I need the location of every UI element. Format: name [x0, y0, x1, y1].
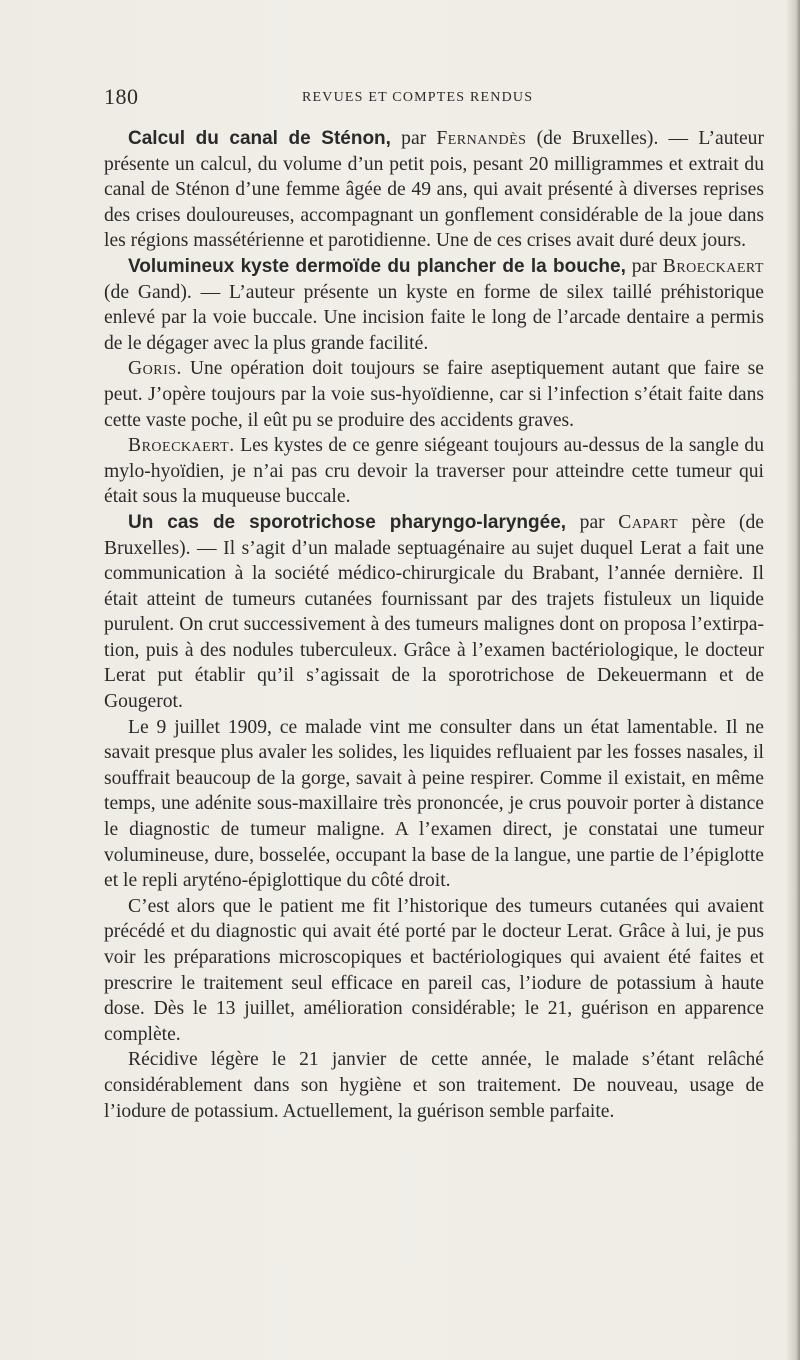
paragraph-kyste-dermoide — [104, 254, 764, 356]
author-name: Fernandès — [436, 128, 527, 149]
page-number: 180 — [104, 84, 139, 109]
author-name: Capart — [618, 511, 679, 533]
paragraph-juillet-1909: Le 9 juillet 1909, ce malade vint me consulter dans un état lamentable. Il ne savait presque plus avaler les solides, les liquides refluaient par les fosses nasales, il souffrait beaucoup de la gorge, savait à peine respirer. Comme il existait, en même temps, une adénite sous-maxillaire très prononcée, je crus pouvoir porter à distance le diagnostic de tumeur maligne. A l’examen direct, je constatai une tumeur volumineuse, dure, bosselée, occupant la base de la langue, une partie de l’épiglotte et le repli aryténo-épiglottique du côté droit. — [104, 716, 764, 892]
paragraph-text: Les kystes de ce genre siégeant toujours au-dessus de la sangle du mylo-hyoïdien, je n’ai pas cru devoir la traverser pour atteindre cette tumeur qui était sous la muqueuse buccale. — [104, 435, 764, 508]
paragraph-historique: C’est alors que le patient me fit l’historique des tumeurs cutanées qui avaient précédé et du diagnostic qui avait été porté par le docteur Lerat. Grâce à lui, je pus voir les préparations microscopiques et bactériologiques qui avaient été faites et prescrire le traitement seul efficace en pareil cas, l’iodure de potassium à haute dose. Dès le 13 juillet, amélioration considérable; le 21, guérison en apparence complète. — [104, 895, 764, 1045]
page-edge-shadow — [786, 0, 800, 1360]
by-word: par — [625, 255, 663, 277]
paragraph-broeckaert — [104, 433, 764, 510]
article-body — [104, 126, 764, 1124]
by-word: par — [390, 128, 437, 149]
by-word: par — [566, 511, 619, 533]
paragraph-recidive: Récidive légère le 21 janvier de cette année, le malade s’étant relâché considérablement dans son hygiène et son traitement. De nouveau, usage de l’iodure de potassium. Actuellement, la guérison semble parfaite. — [104, 1049, 764, 1122]
author-name: Broeckaert — [662, 255, 764, 277]
paragraph-text: (de Gand). — L’auteur présente un kyste en forme de silex taillé préhistorique enlevé par la voie buccale. Une incision faite le long de l’arcade dentaire a permis de le dégager avec la plus grande facilité. — [104, 281, 764, 354]
page-header — [104, 84, 764, 114]
paragraph-text: Une opération doit toujours se faire aseptiquement autant que faire se peut. J’opère toujours par la voie sus-hyoïdienne, car si l’infection s’était faite dans cette vaste poche, il eût pu se produire des accidents graves. — [104, 358, 764, 431]
paragraph-sporotrichose — [104, 510, 764, 715]
speaker-name: Broeckaert. — [128, 435, 235, 457]
paragraph-goris — [104, 356, 764, 433]
paragraph-text: père (de Bruxelles). — Il s’agit d’un malade septuagénaire au sujet duquel Lerat a fait une communication à la société médico-chirurgicale du Brabant, l’année dernière. Il était atteint de tumeurs cutanées fournissant par des trajets fistuleux un liquide purulent. On crut successivement à des tumeurs malignes dont on proposa l’extirpation, puis à des nodules tuberculeux. Grâce à l’examen bactériologique, le docteur Lerat put établir qu’il s’agissait de la sporotrichose de Dekeuermann et de Gougerot. — [104, 511, 764, 713]
paragraph-calcul-stenon — [104, 126, 764, 254]
running-head: REVUES ET COMPTES RENDUS — [302, 90, 534, 105]
paragraph-text: (de Bruxelles). — L’auteur présente un calcul, du volume d’un petit pois, pesant 20 milligrammes et extrait du canal de Sténon d’une femme âgée de 49 ans, qui avait présenté à diverses reprises des crises douloureuses, accompagnant un gonflement considérable de la joue dans les régions massétérienne et parotidienne. Une de ces crises avait duré deux jours. — [104, 128, 764, 252]
speaker-name: Goris. — [128, 358, 182, 380]
section-title: Volumineux kyste dermoïde du plancher de la bouche, — [128, 255, 626, 277]
section-title: Un cas de sporotrichose pharyngo-laryngée, — [128, 511, 567, 533]
section-title: Calcul du canal de Sténon, — [128, 128, 391, 149]
